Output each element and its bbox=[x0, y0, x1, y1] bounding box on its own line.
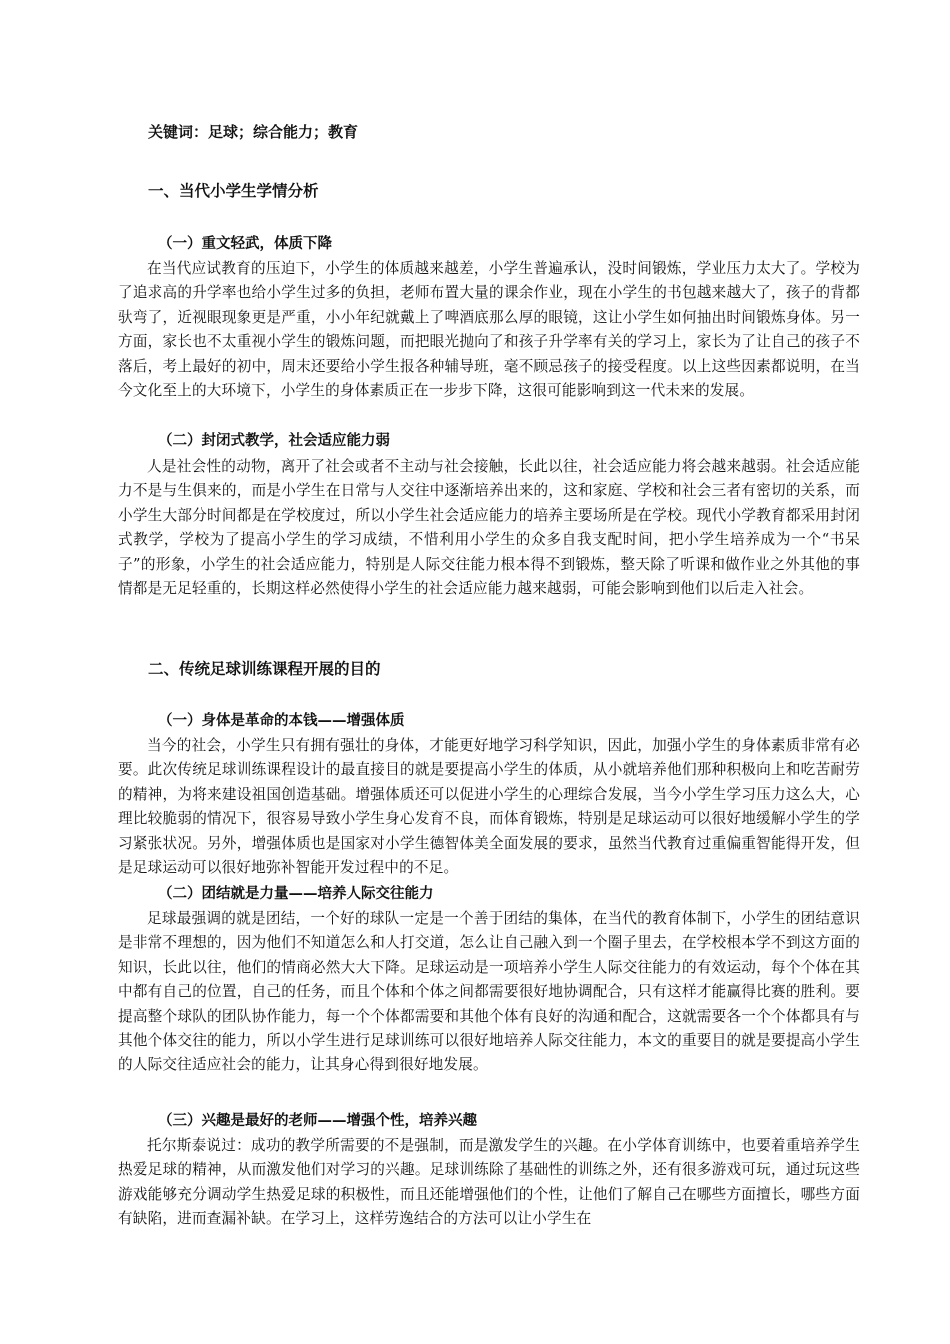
section-1-1-heading: （一）重文轻武，体质下降 bbox=[158, 236, 332, 252]
section-2-2-paragraph: 足球最强调的就是团结，一个好的球队一定是一个善于团结的集体，在当代的教育体制下，小学生的团结意识是非常不理想的，因为他们不知道怎么和人打交道，怎么让自己融入到一个圈子里去，在学校根本学不到这方面的知识，长此以往，他们的情商必然大大下降。足球运动是一项培养小学生人际交往能力的有效运动，每个个体在其中都有自己的位置，自己的任务，而且个体和个体之间都需要很好地协调配合，只有这样才能赢得比赛的胜利。要提高整个球队的团队协作能力，每一个个体都需要和其他个体有良好的沟通和配合，这就需要各一个个体都具有与其他个体交往的能力，所以小学生进行足球训练可以很好地培养人际交往能力，本文的重要目的就是要提高小学生的人际交往适应社会的能力，让其身心得到很好地发展。 bbox=[118, 910, 860, 1074]
section-2-3-heading: （三）兴趣是最好的老师——增强个性，培养兴趣 bbox=[158, 1113, 477, 1129]
keywords-line: 关键词：足球；综合能力；教育 bbox=[148, 123, 359, 141]
section-2-2-heading: （二）团结就是力量——培养人际交往能力 bbox=[158, 886, 434, 902]
section-1-2-heading: （二）封闭式教学，社会适应能力弱 bbox=[158, 433, 390, 449]
section-2-1-heading: （一）身体是革命的本钱——增强体质 bbox=[158, 713, 405, 729]
section-1-2-paragraph: 人是社会性的动物，离开了社会或者不主动与社会接触，长此以往，社会适应能力将会越来越弱。社会适应能力不是与生俱来的，而是小学生在日常与人交往中逐渐培养出来的，这和家庭、学校和社会三者有密切的关系，而小学生大部分时间都是在学校度过，所以小学生社会适应能力的培养主要场所是在学校。现代小学教育都采用封闭式教学，学校为了提高小学生的学习成绩，不惜利用小学生的众多自我支配时间，把小学生培养成为一个“书呆子”的形象，小学生的社会适应能力，特别是人际交往能力根本得不到锻炼，整天除了听课和做作业之外其他的事情都是无足轻重的，长期这样必然使得小学生的社会适应能力越来越弱，可能会影响到他们以后走入社会。 bbox=[118, 458, 860, 598]
section-2-heading: 二、传统足球训练课程开展的目的 bbox=[148, 660, 381, 678]
section-2-3-paragraph: 托尔斯泰说过：成功的教学所需要的不是强制，而是激发学生的兴趣。在小学体育训练中，也要着重培养学生热爱足球的精神，从而激发他们对学习的兴趣。足球训练除了基础性的训练之外，还有很多游戏可玩，通过玩这些游戏能够充分调动学生热爱足球的积极性，而且还能增强他们的个性，让他们了解自己在哪些方面擅长，哪些方面有缺陷，进而查漏补缺。在学习上，这样劳逸结合的方法可以让小学生在 bbox=[118, 1137, 860, 1228]
section-1-1-paragraph: 在当代应试教育的压迫下，小学生的体质越来越差，小学生普遍承认，没时间锻炼，学业压力太大了。学校为了追求高的升学率也给小学生过多的负担，老师布置大量的课余作业，现在小学生的书包越来越大了，孩子的背都驮弯了，近视眼现象更是严重，小小年纪就戴上了啤酒底那么厚的眼镜，这让小学生如何抽出时间锻炼身体。另一方面，家长也不太重视小学生的锻炼问题，而把眼光抛向了和孩子升学率有关的学习上，家长为了让自己的孩子不落后，考上最好的初中，周末还要给小学生报各种辅导班，毫不顾忌孩子的接受程度。以上这些因素都说明，在当今文化至上的大环境下，小学生的身体素质正在一步步下降，这很可能影响到这一代未来的发展。 bbox=[118, 260, 860, 400]
section-2-1-paragraph: 当今的社会，小学生只有拥有强壮的身体，才能更好地学习科学知识，因此，加强小学生的身体素质非常有必要。此次传统足球训练课程设计的最直接目的就是要提高小学生的体质，从小就培养他们那种积极向上和吃苦耐劳的精神，为将来建设祖国创造基础。增强体质还可以促进小学生的心理综合发展，当今小学生学习压力这么大，心理比较脆弱的情况下，很容易导致小学生身心发育不良，而体育锻炼，特别是足球运动可以很好地缓解小学生的学习紧张状况。另外，增强体质也是国家对小学生德智体美全面发展的要求，虽然当代教育过重偏重智能得开发，但是足球运动可以很好地弥补智能开发过程中的不足。 bbox=[118, 737, 860, 877]
section-1-heading: 一、当代小学生学情分析 bbox=[148, 182, 319, 200]
